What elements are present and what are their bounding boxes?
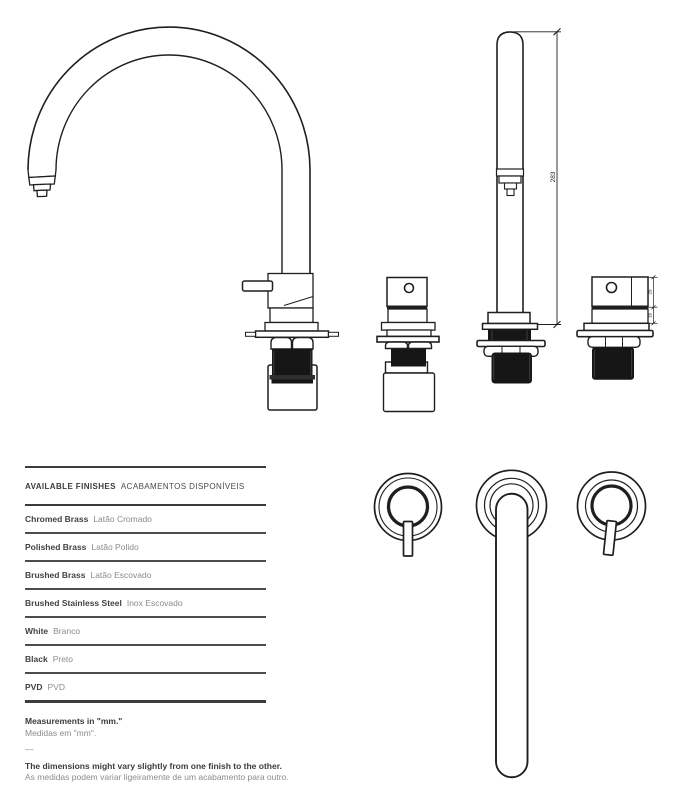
valve-thread-black	[391, 349, 426, 367]
valve-front-view	[577, 275, 658, 380]
measurements-note-en: Measurements in "mm."	[25, 716, 123, 726]
finish-name-pt: Inox Escovado	[126, 598, 183, 608]
valve-box-lower	[384, 373, 435, 412]
footnotes	[25, 716, 355, 784]
finish-row-white	[25, 618, 266, 646]
mixer-body	[268, 274, 313, 309]
front-plate	[483, 324, 538, 330]
finish-row-black	[25, 646, 266, 674]
finish-name-en: Polished Brass	[25, 542, 87, 552]
front-thread-band	[488, 329, 531, 341]
measurements-note-pt: Medidas em "mm".	[25, 727, 97, 738]
finish-row-polished-brass	[25, 534, 266, 562]
dimension-label-handle-upper: 29	[647, 289, 653, 295]
top-view-spout	[477, 470, 547, 777]
finish-name-pt: Branco	[53, 626, 81, 636]
right-handle-lever	[603, 521, 616, 556]
front-threaded-shank	[492, 353, 533, 384]
faucet-side-view	[28, 27, 339, 410]
valve-neck	[387, 330, 431, 336]
finish-name-en: Brushed Brass	[25, 570, 86, 580]
deck-plate	[256, 331, 329, 337]
handle-lever	[243, 281, 273, 291]
spout-inner-arc	[56, 55, 282, 170]
valve-nut-left-lobe	[386, 342, 408, 349]
finish-name-en: Black	[25, 654, 48, 664]
threaded-shank	[272, 349, 313, 379]
spout-reach	[496, 494, 528, 778]
finish-row-brushed-brass	[25, 562, 266, 590]
valve-dimensions	[648, 275, 658, 325]
finish-name-en: Brushed Stainless Steel	[25, 598, 122, 608]
faucet-front-view	[477, 28, 561, 383]
top-view-left-handle	[375, 474, 442, 557]
top-plan-view	[375, 470, 646, 777]
valve-front-screw-hole	[607, 283, 617, 293]
lock-nut-right-lobe	[293, 338, 314, 350]
valve-flange	[382, 323, 436, 331]
finish-row-pvd	[25, 674, 266, 703]
shank-band-2	[272, 380, 314, 384]
disclaimer-en: The dimensions might vary slightly from one finish to the other.	[25, 760, 282, 771]
finish-name-en: White	[25, 626, 49, 636]
front-aerator-nub-1	[505, 183, 517, 189]
finishes-table	[25, 466, 266, 703]
valve-plate	[377, 336, 439, 342]
finish-name-pt: Latão Cromado	[93, 514, 152, 524]
mixer-body-lower	[270, 308, 313, 323]
valve-front-hex-nut	[588, 337, 640, 348]
valve-front-knob-lower	[592, 309, 648, 323]
spout-outer-arc	[28, 27, 310, 170]
finishes-title-en: AVAILABLE FINISHES	[25, 481, 116, 491]
valve-side-view	[377, 278, 439, 412]
valve-front-wide-plate	[577, 331, 653, 337]
spout-tip-band	[29, 176, 56, 185]
valve-knob-lower	[388, 309, 427, 323]
front-aerator-nub-2	[507, 189, 514, 196]
base-flange	[265, 323, 318, 332]
valve-nut-right-lobe	[409, 342, 432, 349]
hose-stub-left	[246, 332, 256, 336]
valve-front-knob	[592, 277, 648, 307]
left-handle-lever	[404, 522, 413, 557]
finishes-title-pt: ACABAMENTOS DISPONÍVEIS	[120, 481, 245, 491]
dimension-label-handle-lower: 16	[647, 312, 653, 319]
dimension-label-height: 283	[550, 171, 557, 183]
finish-name-en: PVD	[25, 682, 43, 692]
shank-band-1	[270, 375, 316, 380]
right-handle-knob-ring	[592, 486, 631, 525]
disclaimer-pt: As medidas podem variar ligeiramente de um acabamento para outro.	[25, 772, 289, 782]
top-view-right-handle	[578, 472, 646, 555]
finish-name-pt: PVD	[47, 682, 65, 692]
finish-row-chromed-brass	[25, 506, 266, 534]
front-flange	[488, 313, 530, 324]
finish-name-pt: Latão Polido	[91, 542, 139, 552]
aerator-nub	[37, 190, 47, 197]
finishes-table-header	[25, 466, 266, 506]
finish-name-en: Chromed Brass	[25, 514, 89, 524]
left-handle-knob-ring	[389, 487, 428, 526]
valve-front-shank	[592, 347, 634, 380]
front-aerator-band-1	[497, 169, 524, 176]
front-aerator-band-2	[499, 176, 521, 183]
notes-separator: —	[25, 744, 34, 754]
lock-nut-left-lobe	[271, 338, 292, 350]
finish-name-pt: Preto	[52, 654, 74, 664]
valve-front-plate	[584, 323, 649, 330]
hose-stub-right	[329, 332, 339, 336]
knob-screw-hole	[405, 284, 414, 293]
finish-name-pt: Latão Escovado	[90, 570, 152, 580]
finish-row-brushed-stainless-steel	[25, 590, 266, 618]
